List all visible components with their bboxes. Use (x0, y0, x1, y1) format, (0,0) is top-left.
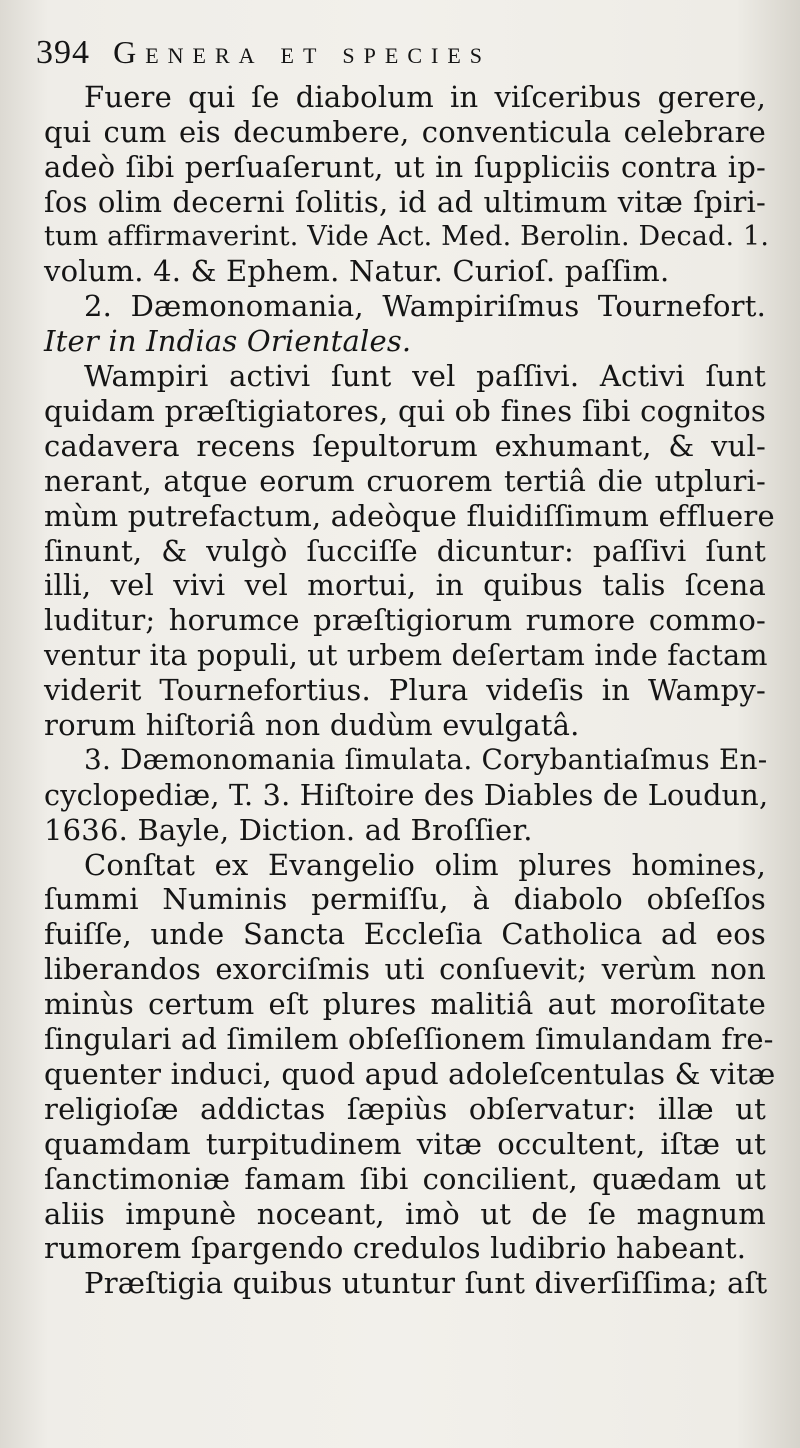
text-line: quidam præſtigiatores, qui ob fines ſibi cognitos (44, 394, 766, 429)
text-line: aliis impunè noceant, imò ut de ſe magnum (44, 1196, 766, 1231)
text-line: volum. 4. & Ephem. Natur. Curioſ. paſſim. (44, 254, 670, 289)
text-line: ſinunt, & vulgò ſucciſſe dicuntur: paſſivi ſunt (44, 533, 766, 568)
text-line: 1636. Bayle, Diction. ad Broſſier. (44, 812, 533, 847)
text-line: ſanctimoniæ famam ſibi concilient, quædam ut (44, 1161, 766, 1196)
text-line: viderit Tournefortius. Plura videſis in Wampy- (44, 673, 766, 708)
text-line: 3. Dæmonomania ſimulata. Corybantiaſmus En- (84, 742, 768, 776)
text-line: cyclopediæ, T. 3. Hiſtoire des Diables de Loudun, (44, 777, 769, 812)
body-text (44, 80, 776, 1301)
text-line: nerant, atque eorum cruorem tertiâ die utpluri- (44, 463, 766, 498)
text-line: ſummi Numinis permiſſu, à diabolo obſeſſos (44, 882, 766, 917)
text-line: Fuere qui ſe diabolum in viſceribus gerere, (84, 80, 766, 114)
text-line: cadavera recens ſepultorum exhumant, & vul- (44, 428, 766, 463)
text-line: adeò ſibi perſuaſerunt, ut in ſuppliciis contra ip- (44, 149, 766, 184)
text-line: qui cum eis decumbere, conventicula celebrare (44, 114, 766, 149)
running-head: Genera et species (113, 34, 491, 70)
text-line: quamdam turpitudinem vitæ occultent, iſtæ ut (44, 1126, 766, 1161)
text-line: minùs certum eſt plures malitiâ aut moroſitate (44, 987, 766, 1022)
page-number: 394 (36, 34, 90, 71)
text-line: religioſæ addictas ſæpiùs obſervatur: illæ ut (44, 1091, 766, 1126)
text-line: fuiſſe, unde Sancta Eccleſia Catholica ad eos (44, 917, 766, 952)
text-line: ventur ita populi, ut urbem deſertam inde factam (44, 638, 768, 673)
text-line: ſos olim decerni ſolitis, id ad ultimum vitæ ſpiri- (44, 184, 766, 219)
text-line: liberandos exorciſmis uti conſuevit; verùm non (44, 952, 766, 987)
text-line: Iter in Indias Orientales. (44, 324, 412, 359)
text-line: Wampiri activi ſunt vel paſſivi. Activi ſunt (84, 359, 766, 394)
text-line: Præſtigia quibus utuntur ſunt diverſiſſima; aſt (84, 1266, 768, 1301)
text-line: tum affirmaverint. Vide Act. Med. Berolin. Decad. 1. (44, 220, 770, 252)
text-line: ſingulari ad ſimilem obſeſſionem ſimulandam fre- (44, 1022, 774, 1057)
text-line: quenter induci, quod apud adoleſcentulas & vitæ (44, 1056, 776, 1091)
text-line: Conſtat ex Evangelio olim plures homines, (84, 847, 766, 882)
text-line: 2. Dæmonomania, Wampiriſmus Tournefort. (84, 289, 766, 324)
text-line: luditur; horumce præſtigiorum rumore commo- (44, 603, 766, 638)
text-line: rorum hiſtoriâ non dudùm evulgatâ. (44, 708, 580, 743)
text-line: mùm putrefactum, adeòque fluidiſſimum effluere (44, 498, 775, 533)
text-line: illi, vel vivi vel mortui, in quibus talis ſcena (44, 568, 766, 603)
text-line: rumorem ſpargendo credulos ludibrio habeant. (44, 1231, 747, 1266)
